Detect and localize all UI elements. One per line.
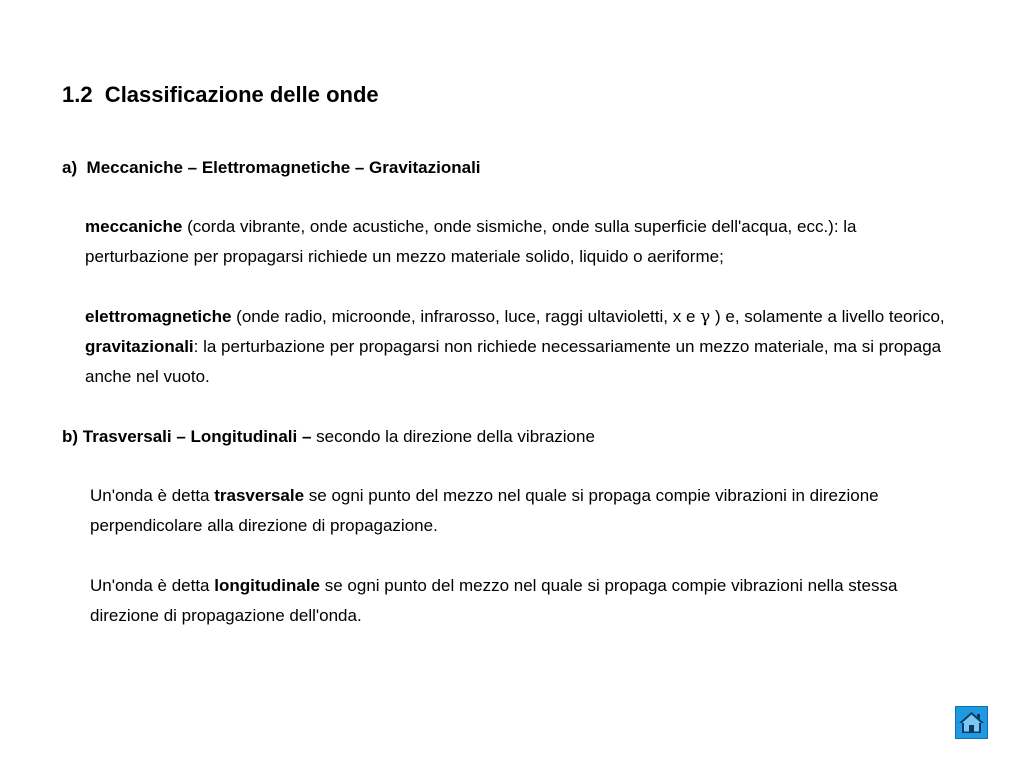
longitudinale-intro: Un'onda è detta [90,576,215,595]
longitudinale-description: se ogni punto del mezzo nel quale si propaga compie vibrazioni nella stessa direzione di propagazione dell'onda. [90,576,898,625]
section-b-heading [62,427,595,447]
meccaniche-description: (corda vibrante, onde acustiche, onde sismiche, onde sulla superficie dell'acqua, ecc.): la perturbazione per propagarsi richiede un mezzo materiale solido, liquido o aeriforme; [85,217,857,266]
term-meccaniche: meccaniche [85,217,183,236]
section-a-paragraph-meccaniche [85,212,965,272]
gravitazionali-description: : la perturbazione per propagarsi non richiede necessariamente un mezzo materiale, ma si propaga anche nel vuoto. [85,337,942,386]
section-b-heading-bold: b) Trasversali – Longitudinali – [62,427,312,446]
gamma-symbol: γ [700,307,711,327]
section-a-heading: a) Meccaniche – Elettromagnetiche – Gravitazionali [62,158,481,177]
section-b-paragraph-longitudinale [90,571,970,631]
term-elettromagnetiche: elettromagnetiche [85,307,232,326]
trasversale-intro: Un'onda è detta [90,486,215,505]
home-icon [956,707,987,738]
section-b-paragraph-trasversale [90,481,970,541]
term-trasversale: trasversale [214,486,305,505]
elettromagnetiche-description-2: ) e, solamente a livello teorico, [710,307,945,326]
elettromagnetiche-description: (onde radio, microonde, infrarosso, luce, raggi ultavioletti, x e [231,307,701,326]
page-title: 1.2 Classificazione delle onde [62,82,379,107]
home-button[interactable] [955,706,988,739]
term-longitudinale: longitudinale [214,576,321,595]
section-b-heading-normal: secondo la direzione della vibrazione [311,427,595,446]
trasversale-description: se ogni punto del mezzo nel quale si propaga compie vibrazioni in direzione perpendicolare alla direzione di propagazione. [90,486,879,535]
section-a-paragraph-elettromagnetiche [85,302,965,392]
term-gravitazionali: gravitazionali [85,337,194,356]
